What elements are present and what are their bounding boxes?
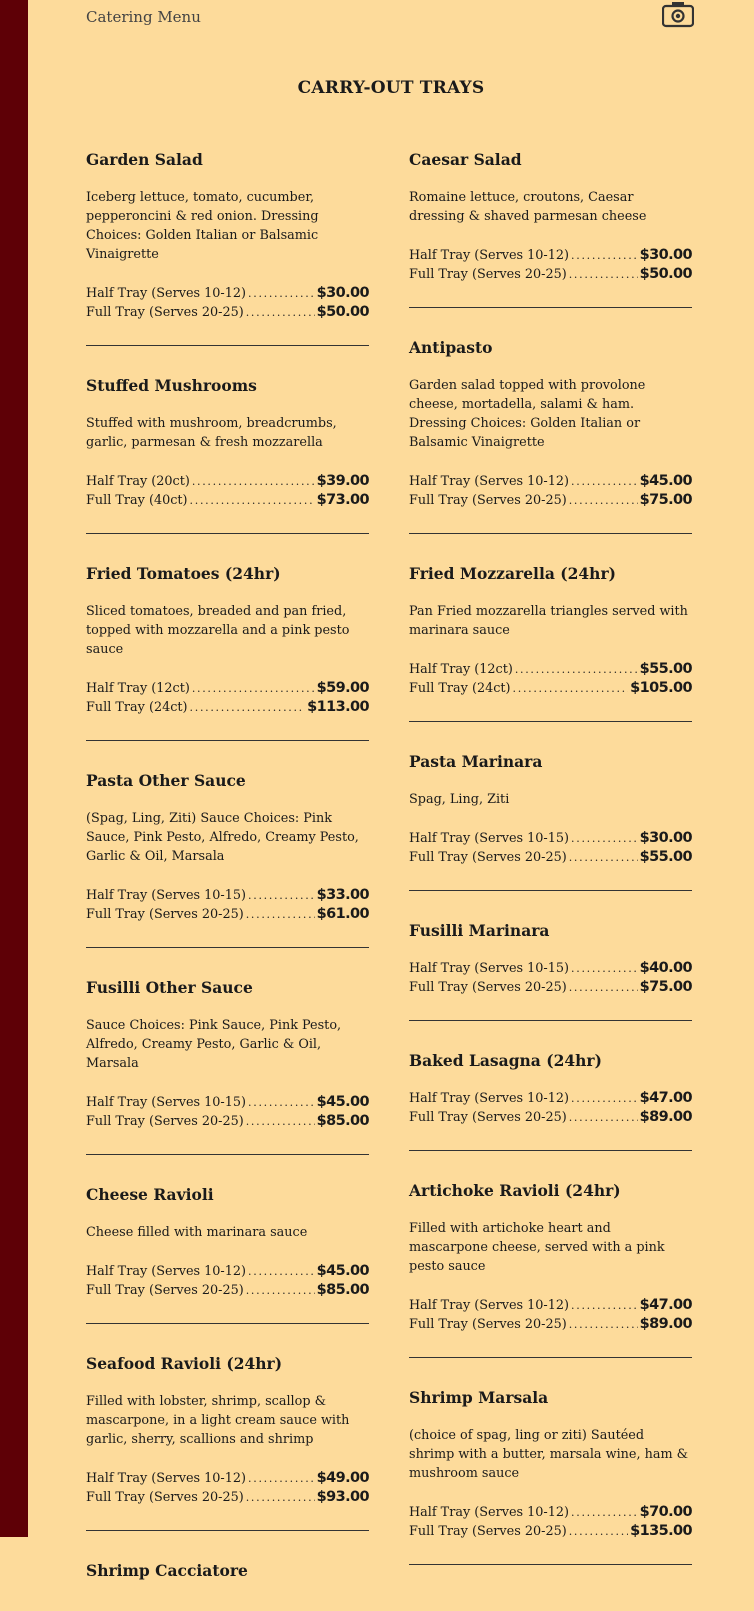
- menu-item: [409, 150, 692, 308]
- price-row: [409, 472, 692, 491]
- price-label: Full Tray (Serves 20-25): [409, 1110, 567, 1125]
- price-value: $30.00: [639, 830, 692, 846]
- price-value: $30.00: [316, 285, 369, 301]
- price-row: [409, 265, 692, 284]
- menu-item: [409, 752, 692, 891]
- dot-leader: [569, 1108, 638, 1127]
- price-value: $47.00: [639, 1090, 692, 1106]
- price-label: Full Tray (24ct): [409, 681, 511, 696]
- price-value: $30.00: [639, 247, 692, 263]
- menu-item-description: Sauce Choices: Pink Sauce, Pink Pesto, Alfredo, Creamy Pesto, Garlic & Oil, Marsala: [86, 1018, 342, 1071]
- dot-leader: [569, 848, 638, 867]
- price-label: Full Tray (Serves 20-25): [409, 267, 567, 282]
- menu-item-title: Cheese Ravioli: [86, 1185, 214, 1204]
- menu-item: [86, 564, 369, 741]
- price-list: [409, 1503, 692, 1564]
- price-label: Full Tray (Serves 20-25): [86, 1114, 244, 1129]
- menu-item: [86, 978, 369, 1155]
- dot-leader: [569, 1522, 628, 1541]
- price-label: Half Tray (Serves 10-12): [409, 1091, 570, 1106]
- price-label: Half Tray (Serves 10-12): [86, 1471, 247, 1486]
- price-row: [409, 1296, 692, 1315]
- price-row: [86, 886, 369, 905]
- dot-leader: [190, 698, 306, 717]
- price-list: [409, 1296, 692, 1357]
- menu-item-description: Garden salad topped with provolone cheese, mortadella, salami & ham. Dressing Choices: Golden Italian or Balsamic Vinaigrette: [409, 378, 646, 450]
- price-label: Full Tray (Serves 20-25): [409, 493, 567, 508]
- dot-leader: [192, 679, 315, 698]
- price-value: $49.00: [316, 1470, 369, 1486]
- dot-leader: [571, 1296, 638, 1315]
- camera-icon[interactable]: [662, 0, 694, 32]
- menu-item-title: Antipasto: [409, 338, 493, 357]
- menu-item-title: Pasta Other Sauce: [86, 771, 246, 790]
- price-label: Half Tray (Serves 10-15): [86, 888, 247, 903]
- price-row: [86, 1112, 369, 1131]
- price-label: Half Tray (Serves 10-12): [86, 1264, 247, 1279]
- price-value: $50.00: [316, 304, 369, 320]
- menu-item-description: Cheese filled with marinara sauce: [86, 1225, 308, 1240]
- menu-item-description: Filled with lobster, shrimp, scallop & mascarpone, in a light cream sauce with garlic, sherry, scallions and shrimp: [86, 1394, 350, 1447]
- price-list: [86, 284, 369, 345]
- price-value: $85.00: [316, 1282, 369, 1298]
- dot-leader: [571, 246, 638, 265]
- price-value: $75.00: [639, 979, 692, 995]
- price-row: [409, 1089, 692, 1108]
- price-label: Half Tray (Serves 10-12): [409, 1505, 570, 1520]
- price-row: [409, 660, 692, 679]
- price-list: [86, 679, 369, 740]
- price-list: [86, 472, 369, 533]
- dot-leader: [571, 472, 638, 491]
- price-list: [409, 829, 692, 890]
- dot-leader: [513, 679, 629, 698]
- menu-item-description: Stuffed with mushroom, breadcrumbs, garlic, parmesan & fresh mozzarella: [86, 416, 337, 450]
- price-row: [409, 848, 692, 867]
- price-value: $85.00: [316, 1113, 369, 1129]
- price-row: [86, 303, 369, 322]
- price-value: $75.00: [639, 492, 692, 508]
- price-value: $47.00: [639, 1297, 692, 1313]
- price-label: Half Tray (12ct): [86, 681, 190, 696]
- menu-item-title: Stuffed Mushrooms: [86, 376, 257, 395]
- menu-item: [409, 338, 692, 534]
- menu-item-description: Pan Fried mozzarella triangles served with marinara sauce: [409, 604, 688, 638]
- dot-leader: [246, 303, 315, 322]
- price-label: Full Tray (24ct): [86, 700, 188, 715]
- price-value: $89.00: [639, 1109, 692, 1125]
- menu-item: [86, 1185, 369, 1324]
- dot-leader: [246, 1488, 315, 1507]
- price-row: [409, 978, 692, 997]
- price-list: [86, 1469, 369, 1530]
- menu-item-description: Iceberg lettuce, tomato, cucumber, pepperoncini & red onion. Dressing Choices: Golden Italian or Balsamic Vinaigrette: [86, 190, 319, 262]
- price-label: Half Tray (Serves 10-15): [86, 1095, 247, 1110]
- price-value: $55.00: [639, 849, 692, 865]
- price-label: Full Tray (Serves 20-25): [409, 980, 567, 995]
- price-row: [409, 246, 692, 265]
- price-list: [86, 886, 369, 947]
- price-row: [86, 1262, 369, 1281]
- dot-leader: [190, 491, 315, 510]
- price-row: [409, 1315, 692, 1334]
- menu-item-description: (choice of spag, ling or ziti) Sautéed shrimp with a butter, marsala wine, ham & mushroom sauce: [409, 1428, 689, 1481]
- price-label: Full Tray (Serves 20-25): [86, 1283, 244, 1298]
- price-row: [409, 1108, 692, 1127]
- price-value: $93.00: [316, 1489, 369, 1505]
- dot-leader: [246, 1112, 315, 1131]
- price-list: [409, 472, 692, 533]
- price-value: $55.00: [639, 661, 692, 677]
- price-row: [86, 905, 369, 924]
- menu-item-title: Shrimp Cacciatore: [86, 1561, 248, 1580]
- menu-item: [86, 1354, 369, 1531]
- price-row: [86, 1469, 369, 1488]
- price-row: [409, 1522, 692, 1541]
- price-label: Half Tray (Serves 10-12): [409, 248, 570, 263]
- menu-item-title: Caesar Salad: [409, 150, 522, 169]
- price-value: $73.00: [316, 492, 369, 508]
- price-row: [86, 679, 369, 698]
- dot-leader: [569, 978, 638, 997]
- price-value: $39.00: [316, 473, 369, 489]
- dot-leader: [246, 1281, 315, 1300]
- right-menu-column: [409, 150, 692, 1595]
- price-row: [86, 1488, 369, 1507]
- price-list: [86, 1262, 369, 1323]
- menu-item-title: Seafood Ravioli (24hr): [86, 1354, 283, 1373]
- menu-item-description: Sliced tomatoes, breaded and pan fried, topped with mozzarella and a pink pesto sauce: [86, 604, 350, 657]
- price-label: Half Tray (Serves 10-15): [409, 831, 570, 846]
- price-value: $45.00: [316, 1263, 369, 1279]
- dot-leader: [569, 265, 638, 284]
- price-list: [86, 1093, 369, 1154]
- menu-item-title: Fusilli Marinara: [409, 921, 550, 940]
- dot-leader: [569, 491, 638, 510]
- dot-leader: [248, 1262, 315, 1281]
- menu-item-title: Fried Mozzarella (24hr): [409, 564, 616, 583]
- price-list: [409, 660, 692, 721]
- menu-title: Catering Menu: [86, 8, 201, 26]
- price-label: Full Tray (Serves 20-25): [86, 305, 244, 320]
- menu-item-description: Filled with artichoke heart and mascarpone cheese, served with a pink pesto sauce: [409, 1221, 665, 1274]
- price-list: [409, 246, 692, 307]
- dot-leader: [248, 284, 315, 303]
- menu-item: [409, 1388, 692, 1565]
- price-label: Half Tray (20ct): [86, 474, 190, 489]
- dot-leader: [571, 1089, 638, 1108]
- menu-item: [86, 150, 369, 346]
- price-row: [409, 1503, 692, 1522]
- menu-item-description: (Spag, Ling, Ziti) Sauce Choices: Pink Sauce, Pink Pesto, Alfredo, Creamy Pesto, Garlic & Oil, Marsala: [86, 811, 359, 864]
- dot-leader: [192, 472, 315, 491]
- price-value: $61.00: [316, 906, 369, 922]
- menu-item: [86, 771, 369, 948]
- dot-leader: [246, 905, 315, 924]
- dot-leader: [248, 1469, 315, 1488]
- price-value: $135.00: [630, 1523, 692, 1539]
- menu-item-title: Artichoke Ravioli (24hr): [409, 1181, 621, 1200]
- menu-item: [409, 1051, 692, 1151]
- price-row: [409, 491, 692, 510]
- price-label: Half Tray (Serves 10-12): [86, 286, 247, 301]
- top-bar: [86, 8, 694, 38]
- dot-leader: [515, 660, 638, 679]
- menu-item: [86, 1561, 369, 1581]
- price-label: Half Tray (Serves 10-15): [409, 961, 570, 976]
- menu-item-title: Shrimp Marsala: [409, 1388, 549, 1407]
- price-value: $89.00: [639, 1316, 692, 1332]
- price-label: Full Tray (Serves 20-25): [409, 1524, 567, 1539]
- price-label: Half Tray (Serves 10-12): [409, 1298, 570, 1313]
- menu-item-title: Pasta Marinara: [409, 752, 543, 771]
- price-list: [409, 1089, 692, 1150]
- dot-leader: [248, 886, 315, 905]
- dot-leader: [248, 1093, 315, 1112]
- price-value: $105.00: [630, 680, 692, 696]
- menu-item: [86, 376, 369, 534]
- section-heading: CARRY-OUT TRAYS: [297, 78, 485, 98]
- menu-item: [409, 564, 692, 722]
- dot-leader: [571, 829, 638, 848]
- price-label: Half Tray (Serves 10-12): [409, 474, 570, 489]
- price-row: [86, 698, 369, 717]
- price-row: [409, 679, 692, 698]
- menu-item: [409, 1181, 692, 1358]
- price-row: [86, 1093, 369, 1112]
- menu-item-description: Spag, Ling, Ziti: [409, 792, 510, 807]
- left-sidebar-bar: [0, 0, 28, 1537]
- price-value: $45.00: [639, 473, 692, 489]
- price-row: [86, 1281, 369, 1300]
- price-row: [86, 491, 369, 510]
- menu-item-description: Romaine lettuce, croutons, Caesar dressing & shaved parmesan cheese: [409, 190, 647, 224]
- price-label: Full Tray (Serves 20-25): [86, 907, 244, 922]
- menu-item-title: Baked Lasagna (24hr): [409, 1051, 602, 1070]
- menu-item-title: Fusilli Other Sauce: [86, 978, 253, 997]
- price-value: $40.00: [639, 960, 692, 976]
- dot-leader: [571, 1503, 638, 1522]
- price-value: $50.00: [639, 266, 692, 282]
- price-label: Full Tray (Serves 20-25): [409, 1317, 567, 1332]
- price-value: $45.00: [316, 1094, 369, 1110]
- price-label: Full Tray (Serves 20-25): [86, 1490, 244, 1505]
- price-value: $33.00: [316, 887, 369, 903]
- price-row: [86, 472, 369, 491]
- left-menu-column: [86, 150, 369, 1611]
- price-row: [409, 829, 692, 848]
- price-value: $59.00: [316, 680, 369, 696]
- price-list: [409, 959, 692, 1020]
- price-label: Full Tray (40ct): [86, 493, 188, 508]
- dot-leader: [569, 1315, 638, 1334]
- menu-item-title: Fried Tomatoes (24hr): [86, 564, 281, 583]
- menu-item: [409, 921, 692, 1021]
- price-label: Full Tray (Serves 20-25): [409, 850, 567, 865]
- menu-item-title: Garden Salad: [86, 150, 203, 169]
- dot-leader: [571, 959, 638, 978]
- price-label: Half Tray (12ct): [409, 662, 513, 677]
- price-row: [409, 959, 692, 978]
- price-value: $113.00: [307, 699, 369, 715]
- price-value: $70.00: [639, 1504, 692, 1520]
- price-row: [86, 284, 369, 303]
